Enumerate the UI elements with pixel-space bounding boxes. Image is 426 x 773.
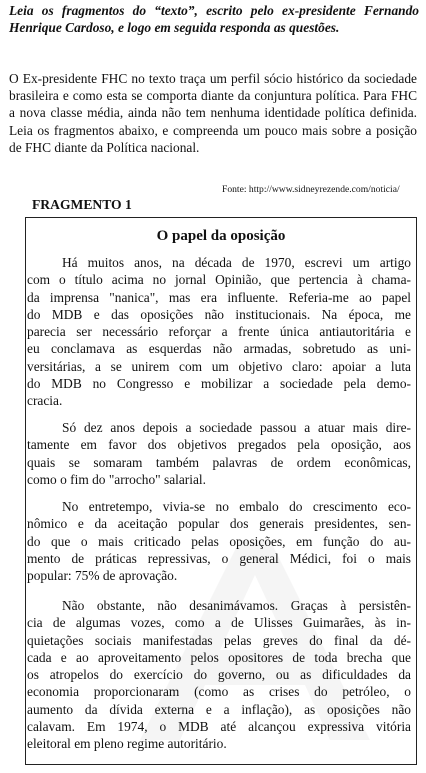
article-paragraph-1: [27, 254, 411, 410]
paragraph-line: com o título acima no jornal Opinião, que pertencia à chama-: [27, 272, 411, 288]
paragraph-line: como o fim do "arrocho" salarial.: [27, 471, 207, 487]
paragraph-line: Não obstante, não desanimávamos. Graças à persistên-: [62, 598, 411, 613]
paragraph-line: os atropelos do exercício do governo, ou as dificuldades da: [27, 667, 411, 683]
paragraph-line: do MDB no Congresso e mobilizar a sociedade pela demo-: [27, 376, 411, 392]
fragment-label: FRAGMENTO 1: [32, 197, 132, 212]
paragraph-line: do MDB e das oposições não institucionais. Na época, me: [27, 306, 411, 322]
paragraph-line: Só dez anos depois a sociedade passou a atuar mais dire-: [62, 420, 411, 435]
paragraph-line: cia de algumas vozes, como a de Ulisses Guimarães, às in-: [27, 615, 411, 631]
article-paragraph-2: [27, 419, 411, 488]
paragraph-line: economia proporcionaram (como as crises do petróleo, o: [27, 684, 411, 700]
paragraph-line: parecia ser necessário reforçar a frente única antiautoritária e: [27, 324, 411, 340]
paragraph-line: Há muitos anos, na década de 1970, escrevi um artigo: [62, 255, 411, 270]
paragraph-line: do que o mais criticado pelas oposições, em função do au-: [27, 533, 411, 549]
article-title: O papel da oposição: [156, 228, 286, 244]
paragraph-line: aumento da dívida externa e a inflação), as oposições não: [27, 701, 411, 717]
paragraph-line: popular: 75% de aprovação.: [27, 568, 178, 584]
paragraph-line: eu conclamava as esquerdas não armadas, sobretudo as uni-: [27, 341, 411, 357]
paragraph-line: eleitoral em pleno regime autoritário.: [27, 736, 227, 752]
intro-paragraph: O Ex-presidente FHC no texto traça um perfil sócio histórico da sociedade brasileira e como esta se comporta diante da conjuntura política. Para FHC a nova classe média, ainda não tem nenhuma identidade política definida. Leia os fragmentos abaixo, e compreenda um pouco mais sobre a posição de FHC diante da Política nacional.: [9, 71, 417, 155]
paragraph-line: cada e ao aproveitamento pelos opositores de toda brecha que: [27, 649, 411, 665]
paragraph-line: versitárias, a se unirem com um objetivo claro: apoiar a luta: [27, 358, 411, 374]
paragraph-line: calavam. Em 1974, o MDB até alcançou expressiva vitória: [27, 719, 411, 735]
paragraph-line: mento de práticas repressivas, o general Médici, foi o mais: [27, 550, 411, 566]
article-paragraph-3: [27, 498, 411, 584]
paragraph-line: No entretempo, vivia-se no embalo do crescimento eco-: [62, 499, 411, 514]
instructions-text: Leia os fragmentos do “texto”, escrito pelo ex-presidente Fernando Henrique Cardoso, e logo em seguida responda as questões.: [9, 3, 419, 35]
paragraph-line: da imprensa "nanica", mas era influente. Referia-me ao papel: [27, 289, 411, 305]
paragraph-line: nômico e da aceitação popular dos generais presidentes, sen-: [27, 516, 411, 532]
source-citation: Fonte: http://www.sidneyrezende.com/noticia/: [222, 184, 400, 195]
paragraph-line: tamente em favor dos objetivos pregados pela oposição, aos: [27, 437, 411, 453]
article-paragraph-4: [27, 597, 411, 753]
paragraph-line: quais se somaram também palavras de ordem econômicas,: [27, 454, 411, 470]
paragraph-line: cracia.: [27, 393, 63, 409]
paragraph-line: quietações sociais manifestadas pelas greves do final da dé-: [27, 632, 411, 648]
